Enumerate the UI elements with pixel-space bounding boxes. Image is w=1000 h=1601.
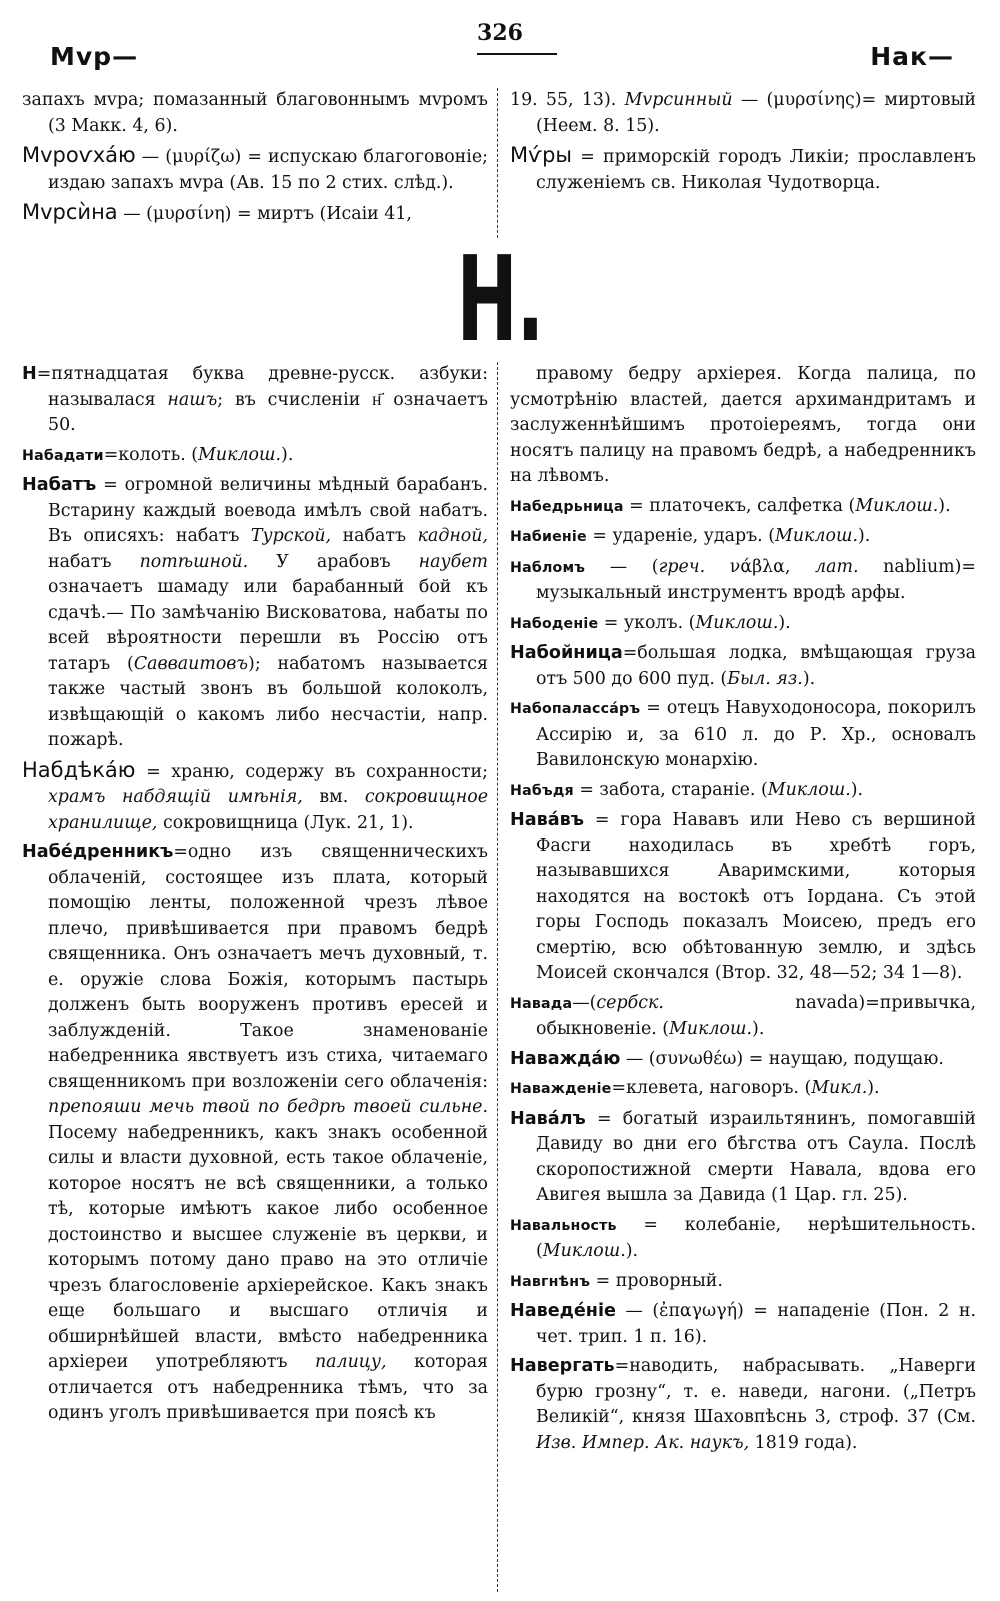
entry-italic: кадной, (417, 526, 488, 546)
entry-text: ). (281, 444, 294, 465)
page-number-rule (477, 53, 557, 55)
entry-headword: Н (22, 364, 37, 384)
entry-text: которая отличается отъ набедренника тѣмъ, что за одинъ уголъ привѣшивается при поясѣ къ (48, 1352, 488, 1423)
entry-text: сокровищница (Лук. 21, 1). (157, 812, 414, 833)
entry-text: navada)=привычка, обыкновенiе. ( (536, 992, 976, 1039)
running-head-right: Нак— (870, 42, 954, 71)
entry-headword: Набоденiе (510, 615, 599, 632)
column-divider (497, 88, 498, 238)
entry (510, 524, 976, 551)
entry-headword: Навада (510, 995, 573, 1012)
entry (22, 758, 488, 837)
entry (510, 1047, 976, 1073)
entry-text: ). (857, 526, 871, 546)
entry-headword: Набдѣка́ю (22, 757, 136, 782)
entry (510, 778, 976, 805)
entry-text: = проворный. (590, 1270, 723, 1291)
entry-text: — ( (585, 556, 659, 577)
entry-headword: Набъдя (510, 782, 574, 799)
entry (510, 1107, 976, 1209)
entry-text: = колебанiе, нерѣшительность. ( (536, 1214, 976, 1261)
entry-italic: наубет (418, 551, 488, 572)
entry-text: = огромной величины мѣдный барабанъ. Встарину каждый воевода имѣлъ свой набатъ. Въ описяхъ: набатъ (48, 475, 488, 546)
entry (510, 1354, 976, 1456)
entry-text: 19. 55, 13). (510, 90, 625, 110)
entry-italic: препояши мечь твой по бедрѣ твоей сильне. (48, 1097, 488, 1117)
column-divider (497, 362, 498, 1592)
entry-text: nablium)= музыкальный инструментъ вродѣ арфы. (536, 556, 977, 603)
entry-text: =колоть. ( (103, 444, 199, 465)
entry-text: набатъ (331, 526, 418, 546)
main-columns (22, 362, 978, 1592)
entry-italic: Савваитовъ (133, 653, 249, 674)
entry-text: запахъ мvра; помазанный благовоннымъ мvромъ (3 Макк. 4, 6). (22, 90, 488, 136)
entry (22, 362, 488, 439)
entry-headword: Навгнѣнъ (510, 1273, 591, 1290)
entry-italic: храмъ набдящiй имѣнiя, (48, 787, 303, 807)
entry-text: ). (938, 495, 951, 516)
entry (510, 1299, 976, 1350)
entry-text: Посему набедренникъ, какъ знакъ особенной силы и власти духовной, есть такое облаченiе, которое носятъ не всѣ священники, а только тѣ, которые имѣютъ какое либо особенное достоинство и высшее служенiе въ церкви, и которымъ потому дано право на это отличiе чрезъ благословенiе архiерейское. Какъ знакъ еще большаго и высшаго отличiя и обширнѣйшей власти, вмѣсто набедренника архiереи употребляютъ (48, 1122, 488, 1372)
entry-text: ). (778, 612, 791, 633)
entry-text: =большая лодка, вмѣщающая груза отъ 500 до 600 пуд. ( (536, 643, 976, 689)
entry-headword: Навергать (510, 1356, 615, 1376)
entry-headword: Набедрьница (510, 498, 624, 515)
entry-headword: Наведе́нiе (510, 1301, 616, 1321)
section-letter (0, 230, 1000, 368)
entry-italic: Миклош. (669, 1019, 753, 1039)
entry (510, 1213, 976, 1265)
entry (510, 143, 976, 196)
entry-italic: Турской, (250, 526, 332, 546)
entry-headword: Нава́лъ (510, 1108, 586, 1129)
entry-headword: Нава́въ (510, 810, 584, 830)
entry (510, 991, 976, 1043)
entry (510, 494, 976, 521)
entry-headword: Набломъ (510, 559, 586, 576)
entry-text: набатъ (48, 551, 140, 572)
entry-italic: Был. яз. (727, 668, 803, 689)
entry (22, 88, 488, 139)
entry-text: ). (625, 1241, 639, 1261)
entry-text: — (μυρσίνης)= миртовый (Неем. 8. 15). (536, 90, 976, 136)
entry-text: = платочекъ, салфетка ( (623, 495, 856, 516)
entry-text: вм. (302, 787, 365, 807)
entry-text: = богатый израильтянинъ, помогавшiй Давиду во дни его бѣгства отъ Саула. Послѣ скоропостижной смерти Навала, вдова его Авигея вышла за Давида (1 Цар. гл. 25). (536, 1108, 976, 1205)
entry-text: = гора Нававъ или Нево съ вершиной Фасги находилась въ хребтѣ горъ, называвшихся Аваримскими, которыя находятся на востокѣ отъ Iордана. Съ этой горы Господь показалъ Моисею, предъ его смертiю, всю обѣтованную землю, и здѣсь Моисей скончался (Втор. 32, 48—52; 34 1—8). (536, 810, 976, 983)
entry-text: ). (850, 779, 864, 800)
entry-continuation (510, 362, 976, 490)
entry-italic: Миклош. (198, 444, 282, 465)
entry (22, 200, 488, 228)
top-left-column (22, 88, 488, 232)
entry-text: —( (572, 992, 597, 1013)
entry-italic: Миклош. (767, 779, 851, 800)
entry-text: У арабовъ (248, 551, 419, 572)
entry (22, 143, 488, 196)
entry-headword: Набопаласса́ръ (510, 701, 641, 717)
entry-headword: Набатъ (22, 475, 97, 495)
entry-text: 1819 года). (749, 1432, 858, 1453)
entry-text: = отецъ Навуходоносора, покорилъ Ассирiю и, за 610 л. до Р. Хр., основалъ Вавилонскую монархiю. (536, 698, 976, 770)
entry-italic: палицу, (314, 1352, 387, 1372)
entry (22, 473, 488, 754)
entry-text: = храню, содержу въ сохранности; (135, 761, 488, 782)
entry (510, 611, 976, 638)
top-right-column (510, 88, 976, 200)
entry-italic: Изв. Импер. Ак. наукъ, (536, 1432, 750, 1453)
entry-italic: греч. (658, 556, 706, 577)
entry (510, 641, 976, 692)
entry-text: ). (752, 1019, 765, 1039)
entry-text: = забота, старанiе. ( (573, 779, 768, 800)
entry-text: ). (867, 1078, 880, 1098)
entry-italic: сербск. (596, 992, 664, 1013)
entry-text: =клевета, наговоръ. ( (611, 1078, 812, 1098)
entry-italic: Миклош. (695, 612, 779, 633)
entry (510, 555, 976, 607)
entry (22, 840, 488, 1427)
entry-text: — (μυρσίνη) = миртъ (Исаiи 41, (117, 204, 412, 224)
running-head-left: Мvр— (50, 42, 139, 71)
entry (510, 808, 976, 987)
entry-headword: Набойница (510, 643, 623, 663)
entry-text: ); набатомъ называется также частый звонъ въ большой колоколъ, извѣщающiй о какомъ либо несчастiи, напр. пожарѣ. (48, 653, 488, 750)
entry-headword: Мѵ́ры (510, 143, 572, 167)
entry-headword: Навальность (510, 1217, 617, 1234)
entry-text: = приморскiй городъ Ликiи; прославленъ служенiемъ св. Николая Чудотворца. (536, 147, 976, 193)
entry (510, 696, 976, 774)
entry-italic: Миклош. (542, 1241, 626, 1261)
entry-italic: Мvрсинный (624, 90, 733, 110)
entry (22, 443, 488, 470)
entry-italic: потѣшной. (139, 551, 249, 572)
entry-headword: Наважда́ю (510, 1048, 621, 1069)
entry-text: = удареніе, ударъ. ( (586, 526, 776, 546)
entry (510, 88, 976, 139)
entry-text: ; въ счисленiи н҃ означаетъ 50. (48, 389, 488, 435)
entry-text: ). (802, 668, 816, 689)
entry-headword: Наважденiе (510, 1081, 612, 1097)
entry-text: νάβλα, (705, 556, 816, 577)
entry-italic: Миклош. (855, 495, 939, 516)
entry (510, 1076, 976, 1103)
entry-italic: Микл. (811, 1078, 868, 1098)
entry (510, 1269, 976, 1296)
entry-italic: нашъ (167, 389, 218, 410)
entry-italic: Миклош. (775, 526, 858, 546)
section-letter-glyph: Н. (456, 230, 544, 368)
entry-text: =наводить, набрасывать. „Наверги бурю грозну“, т. е. наведи, нагони. („Петръ Великiй“, князя Шаховпѣснь 3, строф. 37 (См. (536, 1356, 976, 1427)
left-column (22, 362, 488, 1431)
entry-text: =одно изъ священническихъ облаченiй, состоящее изъ плата, который помощiю ленты, положенной чрезъ лѣвое плечо, привѣшивается при правомъ бедрѣ священника. Онъ означаетъ мечъ духовный, т. е. оружiе слова Божiя, которымъ пастырь долженъ быть вооруженъ противъ ересей и заблужденiй. Такое знаменованiе набедренника явствуетъ изъ стиха, читаемаго священникомъ при возложенiи сего облаченiя: (48, 842, 488, 1092)
entry-headword: Мvроѵха́ю (22, 143, 136, 167)
entry-italic: лат. (815, 556, 859, 577)
entry-headword: Набадати (22, 447, 104, 464)
entry-text: — (μυρίζω) = испускаю благоговоніе; издаю запахъ мvра (Ав. 15 по 2 стих. слѣд.). (48, 147, 488, 193)
entry-text: — (ἐπαγωγή) = нападенiе (Пон. 2 н. чет. трип. 1 п. 16). (536, 1301, 976, 1347)
entry-text: — (συνωθέω) = наущаю, подущаю. (620, 1048, 944, 1069)
top-columns (22, 88, 978, 238)
entry-text: означаетъ шамаду или барабанный бой къ сдачѣ.— По замѣчанiю Висковатова, набаты по всей вѣроятности перешли въ Россiю отъ татаръ ( (48, 577, 488, 674)
page-number: 326 (477, 20, 523, 46)
running-head (22, 20, 978, 76)
entry-headword: Набе́дренникъ (22, 842, 174, 862)
entry-text: =пятнадцатая буква древне-русск. азбуки: называлася (36, 364, 488, 410)
entry-italic: сокровищное хранилище, (48, 787, 489, 833)
entry-headword: Набиенiе (510, 529, 587, 545)
entry-text: правому бедру архiерея. Когда палица, по усмотрѣнiю властей, дается архимандритамъ и заслуженнѣйшимъ протоiереямъ, тогда они носятъ палицу на правомъ бедрѣ, а набедренникъ на лѣвомъ. (510, 364, 976, 486)
right-column (510, 362, 976, 1460)
entry-text: = уколъ. ( (598, 612, 696, 633)
entry-headword: Мvрсѝна (22, 200, 118, 224)
